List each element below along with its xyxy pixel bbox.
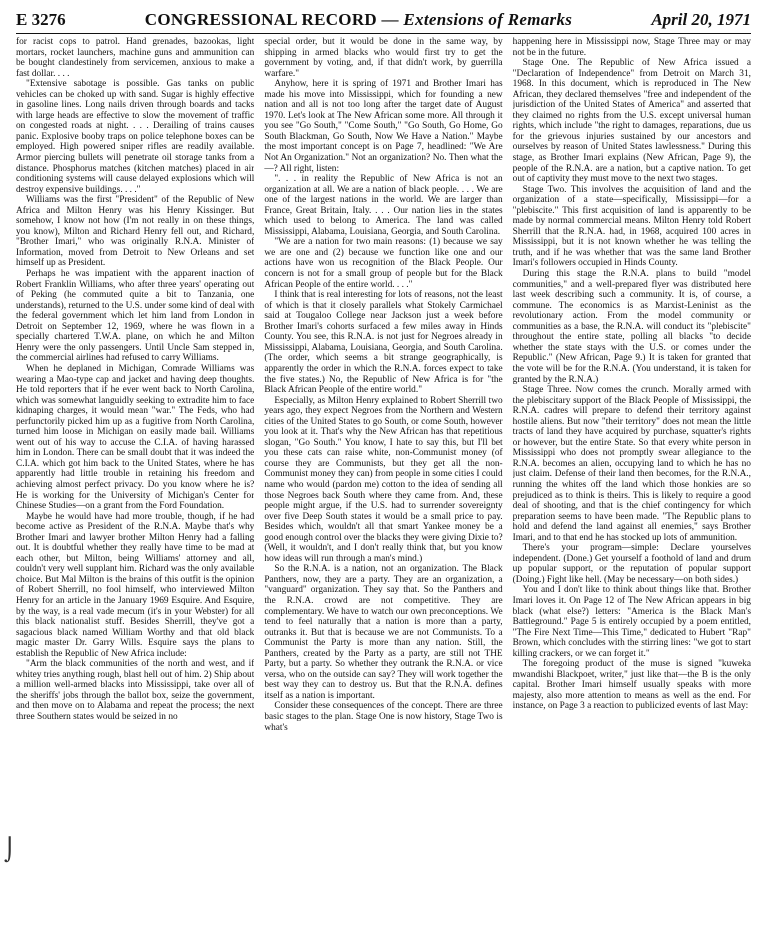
paragraph: "Arm the black communities of the north and west, and if whitey tries anything rough, blast hell out of him. 2) Ship about a million well-armed blacks into Mississippi, take over all of the sheriffs' jobs through the ballot box, seize the government, and then move on to Alabama and repeat the process; the next three Southern states would be seized in no — [16, 659, 255, 722]
paragraph: Especially, as Milton Henry explained to Robert Sherrill two years ago, they expect Negroes from the Northern and Western cities of the United States to go South, or come South, however you look at it. That's why the New African has that repetitious slogan, "Go South." You know, I hate to say this, but I'll bet you these cats can raise white, non-Communist money (of course they are Communists, but they get all the non-Communist money they can) from people in some cities I could name who would (pardon me) cotton to the idea of sending all those Negroes back South where they came from. And, these people might argue, if the U.S. had to surrender sovereignty over five Deep South states it would be a small price to pay. Besides which, wouldn't all that smart Yankee money be a good enough control over the blacks they were giving Dixie to? (Well, it wouldn't, and I don't really think that, but you know how ideas will run through a man's mind.) — [264, 395, 503, 564]
paragraph: Maybe he would have had more trouble, though, if he had become active as President of the R.N.A. Maybe that's why Brother Imari and lawyer brother Milton Henry had a falling out. It is doubtful whether they really have time to be mad at each other, but Milton, being Williams' attorney and all, couldn't very well supplant him. Richard was the only available choice. But Mal Milton is the brains of this outfit is the opinion of Robert Sherrill, no fool himself, who interviewed Milton Henry for an article in the January 1969 Esquire. And Esquire, by the way, is a real vade mecum (it's in your Webster) for all this black nationalist stuff. Besides Sherrill, they've got a sagacious black named William Worthy and that old black magic master Dr. Garry Wills. Esquire says the plans to establish the Republic of New Africa include: — [16, 511, 255, 659]
paragraph: for racist cops to patrol. Hand grenades, bazookas, light mortars, rocket launchers, machine guns and ammunition can be bought clandestinely from servicemen, anxious to make a fast dollar. . . . — [16, 37, 255, 79]
page-header — [16, 10, 751, 34]
paragraph: When he deplaned in Michigan, Comrade Williams was wearing a Mao-type cap and jacket and having deep thoughts. He told reporters that if he ever went back to North Carolina, which was somewhat languidly seeking to extradite him to face kidnaping charges, it would mean "war." The Feds, who had perfunctorily picked him up as a fugitive from North Carolina, turned him loose in Michigan on easily made bail. Williams went out of his way to accuse the C.I.A. of having harassed him in London. There can be small doubt that it was indeed the C.I.A. which got him back to the United States, where he has apparently had little trouble in retaining his freedom and achieving almost perfect privacy. Do you know where he is? He is working for the University of Michigan's Center for Chinese Studies—on a grant from the Ford Foundation. — [16, 363, 255, 512]
paragraph: There's your program—simple: Declare yourselves independent. (Done.) Get yourself a foothold of land and drum up popular support, or the reputation of popular support (Doing.) Fight like hell. (May be necessary—on both sides.) — [512, 543, 751, 585]
publication-title — [145, 10, 572, 30]
paragraph: You and I don't like to think about things like that. Brother Imari loves it. On Page 12 of The New African appears in big black (what else?) letters: "America is the Black Man's Battleground." Page 5 is entirely occupied by a poem entitled, "The Fire Next Time—This Time," dedicated to Hubert "Rap" Brown, which concludes with the stirring lines: "we got to start killing crackers, or we can forget it." — [512, 585, 751, 659]
paragraph: special order, but it would be done in the same way, by shipping in armed blacks who would first try to get the government by voting, and, if that didn't work, by guerrilla warfare." — [264, 37, 503, 79]
paragraph: During this stage the R.N.A. plans to build "model communities," and a well-prepared flyer was distributed here last week describing such a community. It is, of course, a commune. The economics is as Marxist-Leninist as the revolutionary action. From the model community or communities as a base, the R.N.A. will conduct its "plebiscite" throughout the entire state, polling all blacks "to decide whether the state stays with the U.S. or comes under the Republic." (New African, Page 9.) It is taken for granted that the vote will be for the R.N.A. (You understand, it is taken for granted by the R.N.A.) — [512, 269, 751, 385]
paragraph: "We are a nation for two main reasons: (1) because we say we are one and (2) because we function like one and our actions have won us recognition of the Black People. Our concern is not for a small group of people but for the Black African People of the entire world. . . ." — [264, 237, 503, 290]
paragraph: So the R.N.A. is a nation, not an organization. The Black Panthers, now, they are a party. They are an organization, a "vanguard" organization. They say that. So the Panthers and the R.N.A. crowd are not competitive. They are complementary. We have to watch our own preconceptions. We tend to feel naturally that a nation is more than a party, outranks it. But that is because we are not Communists. To a Communist the Party is more than any nation. Still, the Panthers, created by the Party as a party, are still not THE Party, but a party. So whether they outrank the R.N.A. or vice versa, who on the outside can say? They will work together the best way they can to destroy us. But that the R.N.A. defines itself as a nation is important. — [264, 564, 503, 701]
section-name: Extensions of Remarks — [403, 10, 573, 29]
column-2 — [264, 37, 502, 917]
paragraph: Stage One. The Republic of New Africa issued a "Declaration of Independence" from Detroit on March 31, 1968. In this document, which is reproduced in The New African, they declared themselves "free and independent of the jurisdiction of the United States of America" and asserted that they claimed no rights from the U.S. except universal human rights, which include "the right to damages, reparations, due us for the grievous injuries sustained by our ancestors and ourselves by reason of United States lawlessness." During this stage, as Brother Imari explains (New African, Page 9), the people of the R.N.A. are a nation, but a captive nation. To get out of captivity they must move to the next two stages. — [512, 58, 751, 185]
paragraph: Consider these consequences of the concept. There are three basic stages to the plan. Stage One is now history, Stage Two is what's — [264, 701, 503, 733]
publication-name: CONGRESSIONAL RECORD — — [144, 10, 399, 29]
margin-bracket-mark: ⌡ — [4, 838, 16, 863]
paragraph: Perhaps he was impatient with the apparent inaction of Robert Franklin Williams, who after three years' operating out of Peking (he commuted quite a bit to Tanzania, one understands), returned to the U.S. under some kind of deal with the federal government which let him land from London in Detroit on September 12, 1969, where he was flown in a specially chartered T.W.A. plane, on which he and Milton Henry were the only passengers. Until Uncle Sam stepped in, the commercial airlines had refused to carry Williams. — [16, 269, 255, 364]
column-3 — [513, 37, 751, 917]
column-1 — [16, 37, 254, 917]
text-columns — [16, 37, 751, 917]
paragraph: Williams was the first "President" of the Republic of New Africa and Milton Henry was his Henry Kissinger. But somehow, I know not how (I'm not really in on these things, you know), Milton and Richard Henry fell out, and Richard, "Brother Imari," who was originally R.N.A. Minister of Information, moved from Detroit to New Orleans and set himself up as President. — [16, 195, 255, 269]
paragraph: "Extensive sabotage is possible. Gas tanks on public vehicles can be choked up with sand. Sugar is highly effective in gasoline lines. Long nails driven through boards and tacks with large heads are effective to slow the movement of traffic on congested roads at night. . . . Derailing of trains causes panic. Explosive booby traps on police telephone boxes can be employed. High powered sniper rifles are readily available. Armor piercing bullets will penetrate oil storage tanks from a distance. Phosphorus matches (kitchen matches) placed in air conditioning systems will cause delayed explosions which will destroy expensive buildings. . . ." — [16, 79, 255, 195]
paragraph: The foregoing product of the muse is signed "kuweka mwandishi Blackpoet, writer," just like that—the B is the only capital. Brother Imari himself usually speaks with more majesty, also more attention to means as well as the end. For instance, on Page 3 a reaction to publicized events of last May: — [512, 659, 751, 712]
paragraph: Anyhow, here it is spring of 1971 and Brother Imari has made his move into Mississippi, which for founding a new nation and all is not too long after the target date of August 1970. Let's look at The New African some more. All through it you see "Go South," "Come South," "Go South, Go Home, Go South Blackman, Go South, Now We Have a Nation." Maybe the most important concept is on Page 7, headlined: "We Are Not An Organization." Not an organization? No. Then what the—? All right, listen: — [264, 79, 503, 174]
paragraph: happening here in Mississippi now, Stage Three may or may not be in the future. — [512, 37, 751, 58]
issue-date: April 20, 1971 — [651, 10, 751, 29]
paragraph: Stage Two. This involves the acquisition of land and the organization of a state—specifically, Mississippi—for a "plebiscite." This first acquisition of land is apparently to be made by normal commercial means. Milton Henry told Robert Sherrill that the R.N.A. had, in 1968, acquired 100 acres in Mississippi, but it is not known whether he was telling the truth, and if he was whether that was the same land Brother Imari's followers occupied in Hinds County. — [512, 184, 751, 269]
page-number: E 3276 — [16, 10, 66, 29]
paragraph: I think that is real interesting for lots of reasons, not the least of which is that it closely parallels what Stokely Carmichael said at Tougaloo College near Jackson just a week before Brother Imari's cohorts surfaced a few miles away in Hinds County. You see, this R.N.A. is not just for Negroes already in Mississippi, Alabama, Louisiana, Georgia, and South Carolina. (The order, which seems a bit strange geographically, is apparently the order in which the R.N.A. forces expect to take the five states.) No, the Republic of New Africa is for "the Black African People of the entire world." — [264, 290, 503, 396]
paragraph: Stage Three. Now comes the crunch. Morally armed with the plebiscitary support of the Black People of Mississippi, the R.N.A. cadres will prepare to defend their territory against hostile aliens. But now "their territory" does not mean the little tracts of land they have acquired by purchase, squatter's rights or however, but the entire State. So that every white person in Mississippi who does not promptly swear allegiance to the R.N.A. becomes an alien, occupying land to which he has no just claim. Defense of their land then becomes, for the R.N.A., running the whites off the land which those honkies are so prejudiced as to think is theirs. This is likely to require a good deal of shooting, and that is the chief contingency for which preparation seems to have been made. "The Republic plans to hold and defend the land against all enemies," says Brother Imari, and to that end he has stocked up lots of ammunition. — [512, 385, 751, 543]
paragraph: ". . . in reality the Republic of New Africa is not an organization at all. We are a nation of black people. . . . We are one of the largest nations in the world. We are larger than France, Great Britain, Italy. . . . Our nation lies in the states which used to belong to America. The land was called Mississippi, Alabama, Louisiana, Georgia, and South Carolina. — [264, 174, 503, 237]
